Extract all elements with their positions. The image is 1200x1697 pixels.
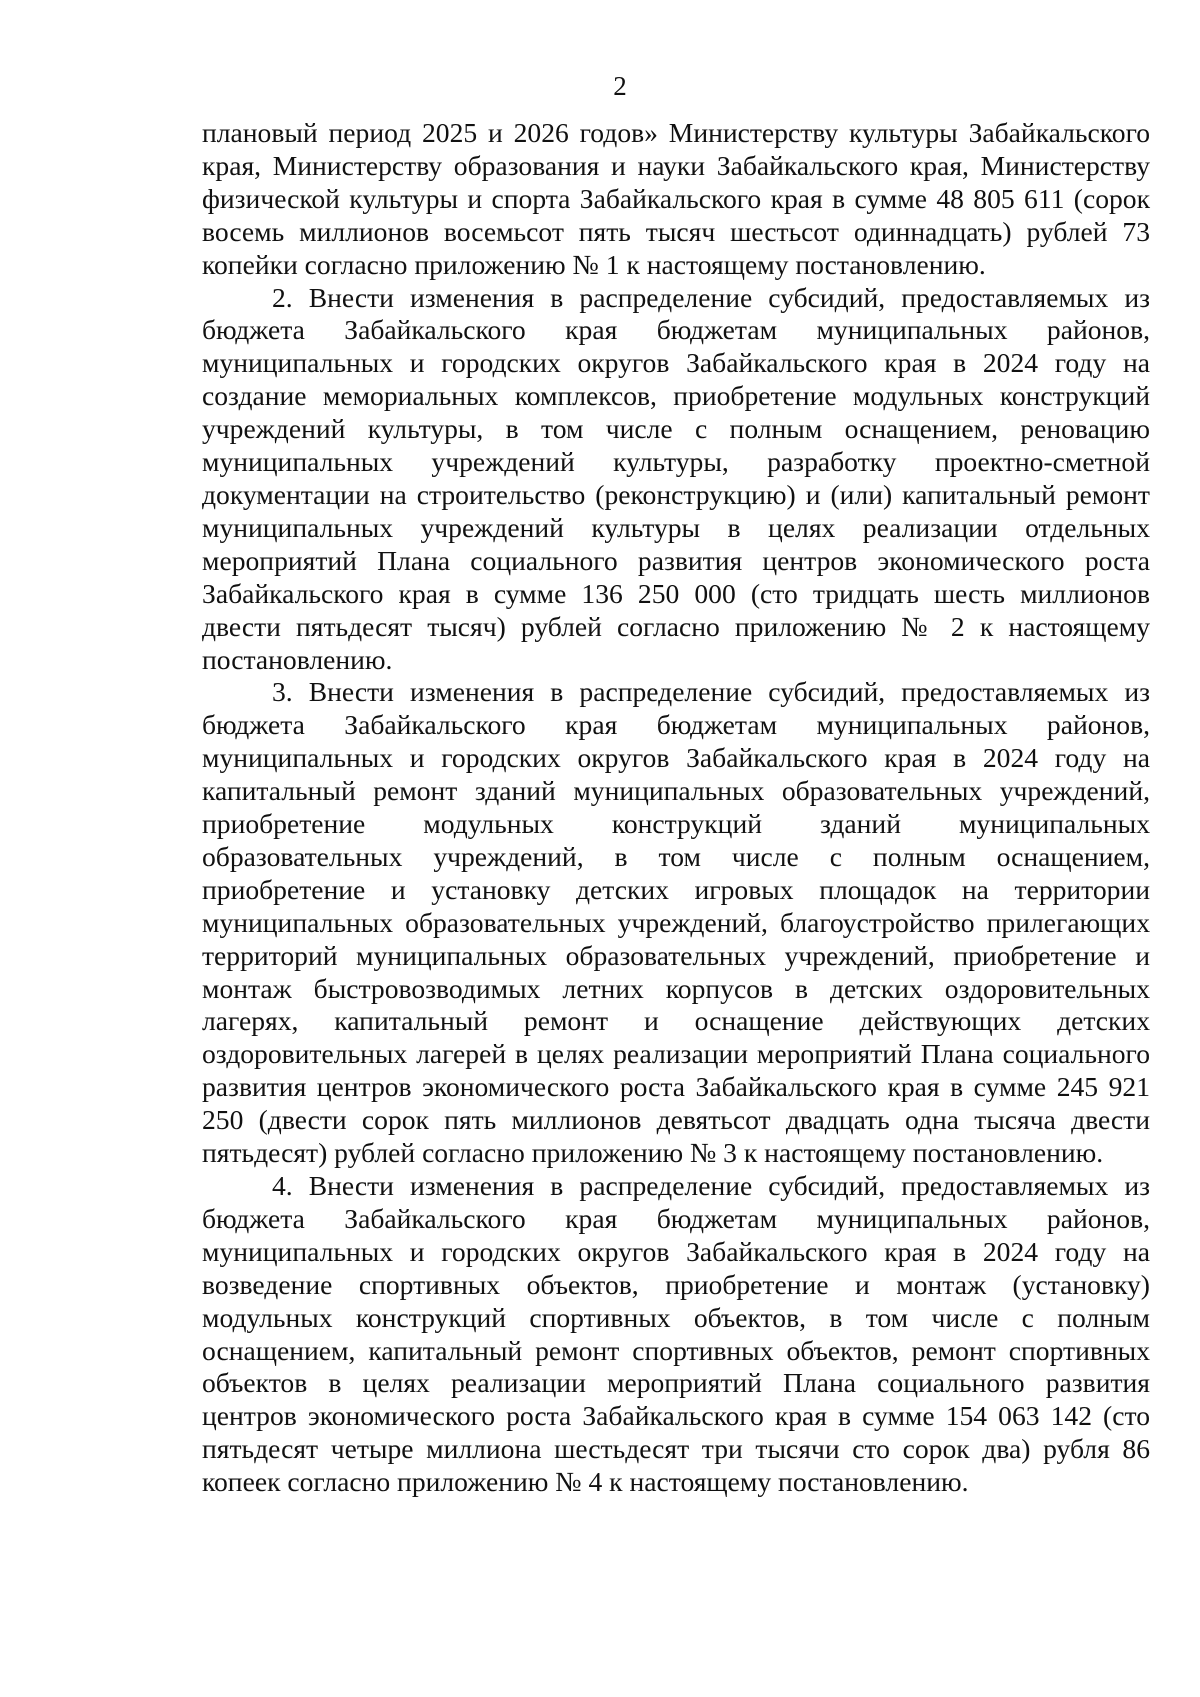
paragraph-2: 2. Внести изменения в распределение субсидий, предоставляемых из бюджета Забайкальского края бюджетам муниципальных районов, муниципальных и городских округов Забайкальского края в 2024 году на создание мемориальных комплексов, приобретение модульных конструкций учреждений культуры, в том числе с полным оснащением, реновацию муниципальных учреждений культуры, разработку проектно-сметной документации на строительство (реконструкцию) и (или) капитальный ремонт муниципальных учреждений культуры в целях реализации отдельных мероприятий Плана социального развития центров экономического роста Забайкальского края в сумме 136 250 000 (сто тридцать шесть миллионов двести пятьдесят тысяч) рублей согласно приложению № 2 к настоящему постановлению. [202, 281, 1150, 675]
paragraph-3: 3. Внести изменения в распределение субсидий, предоставляемых из бюджета Забайкальского края бюджетам муниципальных районов, муниципальных и городских округов Забайкальского края в 2024 году на капитальный ремонт зданий муниципальных образовательных учреждений, приобретение модульных конструкций зданий муниципальных образовательных учреждений, в том числе с полным оснащением, приобретение и установку детских игровых площадок на территории муниципальных образовательных учреждений, благоустройство прилегающих территорий муниципальных образовательных учреждений, приобретение и монтаж быстровозводимых летних корпусов в детских оздоровительных лагерях, капитальный ремонт и оснащение действующих детских оздоровительных лагерей в целях реализации мероприятий Плана социального развития центров экономического роста Забайкальского края в сумме 245 921 250 (двести сорок пять миллионов девятьсот двадцать одна тысяча двести пятьдесят) рублей согласно приложению № 3 к настоящему постановлению. [202, 676, 1150, 1169]
paragraph-4: 4. Внести изменения в распределение субсидий, предоставляемых из бюджета Забайкальского края бюджетам муниципальных районов, муниципальных и городских округов Забайкальского края в 2024 году на возведение спортивных объектов, приобретение и монтаж (установку) модульных конструкций спортивных объектов, в том числе с полным оснащением, капитальный ремонт спортивных объектов, ремонт спортивных объектов в целях реализации мероприятий Плана социального развития центров экономического роста Забайкальского края в сумме 154 063 142 (сто пятьдесят четыре миллиона шестьдесят три тысячи сто сорок два) рубля 86 копеек согласно приложению № 4 к настоящему постановлению. [202, 1170, 1150, 1498]
document-body [202, 117, 1150, 1499]
paragraph-1-continuation: плановый период 2025 и 2026 годов» Министерству культуры Забайкальского края, Министерству образования и науки Забайкальского края, Министерству физической культуры и спорта Забайкальского края в сумме 48 805 611 (сорок восемь миллионов восемьсот пять тысяч шестьсот одиннадцать) рублей 73 копейки согласно приложению № 1 к настоящему постановлению. [202, 117, 1150, 280]
page-number: 2 [613, 71, 627, 101]
